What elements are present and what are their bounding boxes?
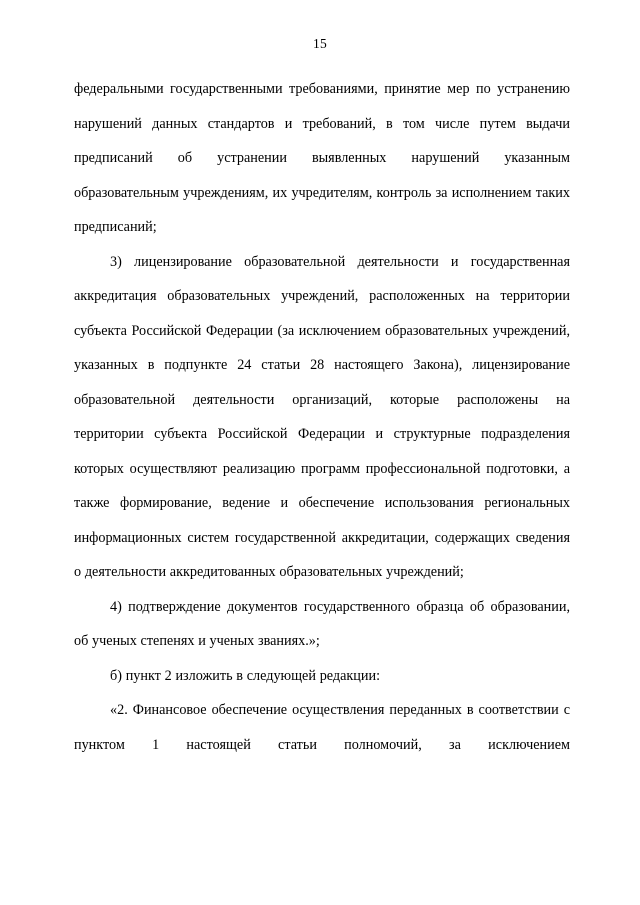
paragraph: «2. Финансовое обеспечение осуществления переданных в соответствии с пунктом 1 настоящей статьи полномочий, за исключением bbox=[74, 702, 570, 753]
page-number: 15 bbox=[313, 36, 327, 51]
paragraph: 4) подтверждение документов государственного образца об образовании, об ученых степенях и ученых званиях.»; bbox=[74, 598, 570, 649]
paragraph: федеральными государственными требованиями, принятие мер по устранению нарушений данных стандартов и требований, в том числе путем выдачи предписаний об устранении выявленных нарушений указанным образовательным учреждениям, их учредителям, контроль за исполнением таких предписаний; bbox=[74, 81, 570, 235]
document-body bbox=[74, 72, 570, 762]
paragraph: 3) лицензирование образовательной деятельности и государственная аккредитация образовательных учреждений, расположенных на территории субъекта Российской Федерации (за исключением образовательных учреждений, указанных в подпункте 24 статьи 28 настоящего Закона), лицензирование образовательной деятельности организаций, которые расположены на территории субъекта Российской Федерации и структурные подразделения которых осуществляют реализацию программ профессиональной подготовки, а также формирование, ведение и обеспечение использования региональных информационных систем государственной аккредитации, содержащих сведения о деятельности аккредитованных образовательных учреждений; bbox=[74, 253, 570, 580]
paragraph: б) пункт 2 изложить в следующей редакции: bbox=[110, 667, 381, 684]
